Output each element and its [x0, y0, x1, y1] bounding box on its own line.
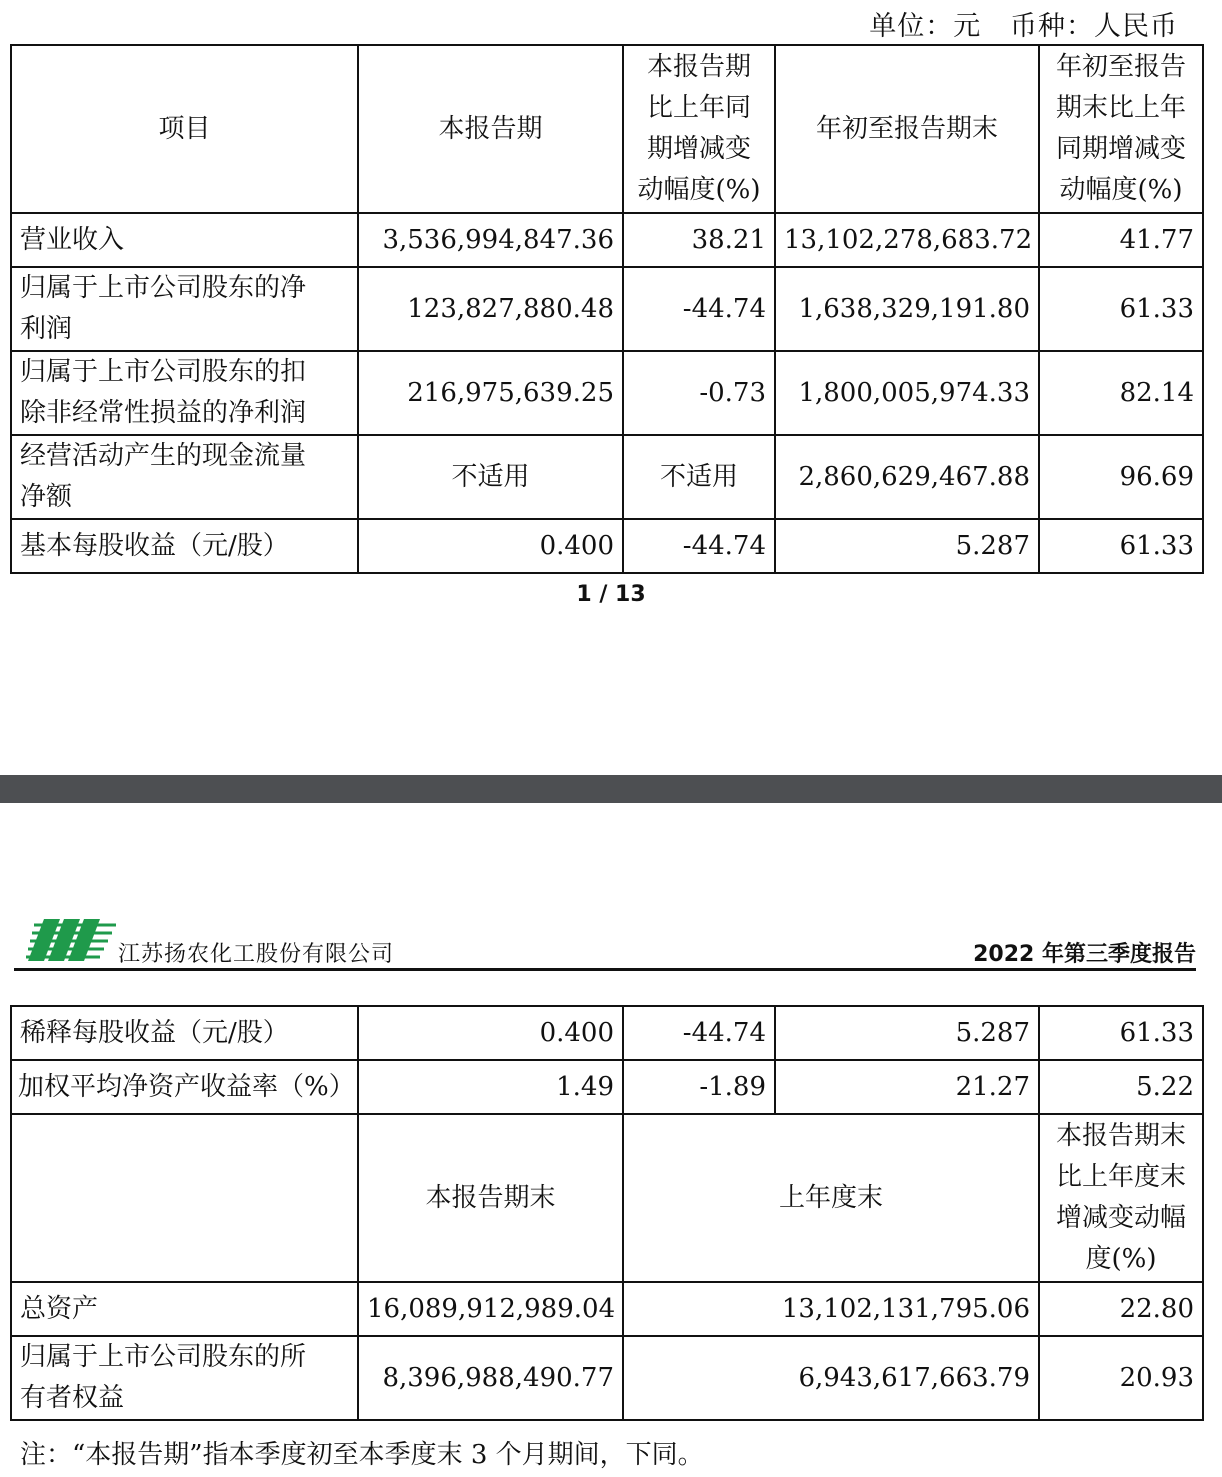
table-row: [11, 519, 1203, 573]
page-number: 1 / 13: [576, 582, 646, 607]
currency-unit-label: 单位：元 币种：人民币: [869, 11, 1178, 42]
cell-balance-change: 22.80: [1039, 1282, 1203, 1336]
page-separator: [0, 775, 1222, 803]
key-financials-table-continued: [10, 1005, 1204, 1421]
row-label: 归属于上市公司股东的扣 除非经常性损益的净利润: [11, 351, 358, 435]
header-divider: [14, 968, 1196, 971]
cell-ytd-change: 61.33: [1039, 1006, 1203, 1060]
table-row: [11, 1060, 1203, 1114]
table-row: [11, 1282, 1203, 1336]
cell-current: 123,827,880.48: [358, 267, 623, 351]
cell-period-end: 8,396,988,490.77: [358, 1336, 623, 1420]
cell-ytd: 5.287: [775, 519, 1039, 573]
header-balance-change: 本报告期末 比上年度末 增减变动幅 度(%): [1039, 1114, 1203, 1282]
header-item: 项目: [11, 45, 358, 213]
balance-header-row: [11, 1114, 1203, 1282]
table-row: [11, 213, 1203, 267]
table-row: [11, 1336, 1203, 1420]
cell-balance-change: 20.93: [1039, 1336, 1203, 1420]
cell-ytd: 13,102,278,683.72: [775, 213, 1039, 267]
cell-ytd-change: 82.14: [1039, 351, 1203, 435]
cell-period-end: 16,089,912,989.04: [358, 1282, 623, 1336]
cell-ytd: 1,638,329,191.80: [775, 267, 1039, 351]
cell-prior-year-end: 13,102,131,795.06: [623, 1282, 1039, 1336]
cell-current-change: -44.74: [623, 267, 775, 351]
row-label: 营业收入: [11, 213, 358, 267]
cell-ytd: 5.287: [775, 1006, 1039, 1060]
report-title: 2022 年第三季度报告: [973, 942, 1196, 967]
cell-current: 不适用: [358, 435, 623, 519]
header-blank: [11, 1114, 358, 1282]
cell-current: 1.49: [358, 1060, 623, 1114]
row-label: 总资产: [11, 1282, 358, 1336]
cell-current: 0.400: [358, 1006, 623, 1060]
cell-ytd: 21.27: [775, 1060, 1039, 1114]
cell-current-change: -0.73: [623, 351, 775, 435]
table-row: [11, 351, 1203, 435]
cell-current: 3,536,994,847.36: [358, 213, 623, 267]
cell-current: 216,975,639.25: [358, 351, 623, 435]
cell-current-change: 不适用: [623, 435, 775, 519]
cell-ytd-change: 41.77: [1039, 213, 1203, 267]
row-label: 基本每股收益（元/股）: [11, 519, 358, 573]
cell-ytd: 2,860,629,467.88: [775, 435, 1039, 519]
cell-ytd-change: 61.33: [1039, 267, 1203, 351]
cell-current-change: -1.89: [623, 1060, 775, 1114]
cell-ytd-change: 96.69: [1039, 435, 1203, 519]
table-row: [11, 1006, 1203, 1060]
header-ytd: 年初至报告期末: [775, 45, 1039, 213]
company-logo-icon: [22, 911, 118, 965]
cell-current-change: 38.21: [623, 213, 775, 267]
header-prior-year-end: 上年度末: [623, 1114, 1039, 1282]
cell-ytd-change: 61.33: [1039, 519, 1203, 573]
header-period-end: 本报告期末: [358, 1114, 623, 1282]
cell-current-change: -44.74: [623, 519, 775, 573]
header-ytd-change: 年初至报告 期末比上年 同期增减变 动幅度(%): [1039, 45, 1203, 213]
table-header-row: [11, 45, 1203, 213]
row-label: 归属于上市公司股东的净 利润: [11, 267, 358, 351]
table-row: [11, 435, 1203, 519]
page-header: [14, 905, 1196, 967]
row-label: 经营活动产生的现金流量 净额: [11, 435, 358, 519]
cell-ytd-change: 5.22: [1039, 1060, 1203, 1114]
key-financials-table: [10, 44, 1204, 574]
row-label: 稀释每股收益（元/股）: [11, 1006, 358, 1060]
cell-current-change: -44.74: [623, 1006, 775, 1060]
header-current-period: 本报告期: [358, 45, 623, 213]
cell-current: 0.400: [358, 519, 623, 573]
table-row: [11, 267, 1203, 351]
company-name: 江苏扬农化工股份有限公司: [118, 942, 395, 967]
cell-ytd: 1,800,005,974.33: [775, 351, 1039, 435]
cell-prior-year-end: 6,943,617,663.79: [623, 1336, 1039, 1420]
footnote: 注：“本报告期”指本季度初至本季度末 3 个月期间，下同。: [20, 1440, 704, 1470]
row-label: 归属于上市公司股东的所 有者权益: [11, 1336, 358, 1420]
row-label: 加权平均净资产收益率（%）: [11, 1060, 358, 1114]
header-current-change: 本报告期 比上年同 期增减变 动幅度(%): [623, 45, 775, 213]
